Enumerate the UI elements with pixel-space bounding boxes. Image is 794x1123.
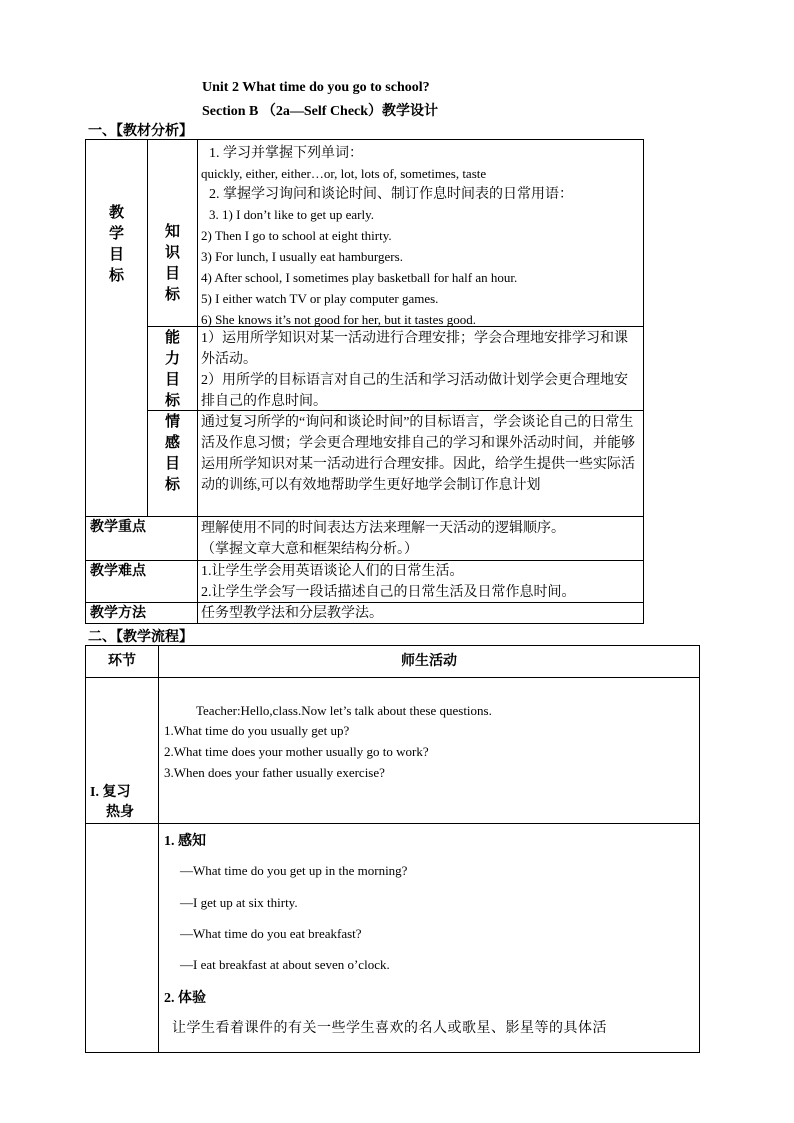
difficulty-label: 教学难点 (90, 564, 146, 579)
section-2-heading: 二、【教学流程】 (88, 630, 193, 645)
emotion-goal-content: 通过复习所学的“询问和谈论时间”的目标语言，学会谈论自己的日常生活及作息习惯；学会更合理地安排自己的学习和课外活动时间，并能够运用所学知识对某一活动进行合理安排。因此，给学生提供一些实际活动的训练,可以有效地帮助学生更好地学会制订作息计划 (201, 415, 635, 493)
stage-column-header: 环节 (108, 654, 136, 669)
difficulty-content: 1.让学生学会用英语谈论人们的日常生活。 2.让学生学会写一段话描述自己的日常生活及日常作息时间。 (201, 564, 576, 600)
method-label: 教学方法 (90, 606, 146, 621)
perceive-heading: 1. 感知 (164, 834, 206, 849)
knowledge-goal-label: 知 识 目 标 (164, 224, 180, 303)
activity-column-header: 师生活动 (401, 654, 457, 669)
experience-heading: 2. 体验 (164, 991, 206, 1006)
section-1-heading: 一、【教材分析】 (88, 124, 193, 139)
goals-label: 教 学 目 标 (108, 205, 124, 284)
stage-warmup-label: I. 复习 热身 (90, 785, 134, 820)
key-point-label: 教学重点 (90, 520, 146, 535)
title-line-1: Unit 2 What time do you go to school? (202, 80, 430, 95)
title-line-2: Section B （2a—Self Check）教学设计 (202, 104, 439, 119)
key-point-content: 理解使用不同的时间表达方法来理解一天活动的逻辑顺序。 （掌握文章大意和框架结构分析。） (201, 521, 565, 557)
emotion-goal-label: 情 感 目 标 (164, 414, 180, 493)
method-content: 任务型教学法和分层教学法。 (201, 606, 383, 621)
ability-goal-label: 能 力 目 标 (164, 330, 180, 409)
ability-goal-content: 1）运用所学知识对某一活动进行合理安排；学会合理地安排学习和课外活动。 2）用所学的目标语言对自己的生活和学习活动做计划学会更合理地安排自己的作息时间。 (201, 331, 628, 409)
